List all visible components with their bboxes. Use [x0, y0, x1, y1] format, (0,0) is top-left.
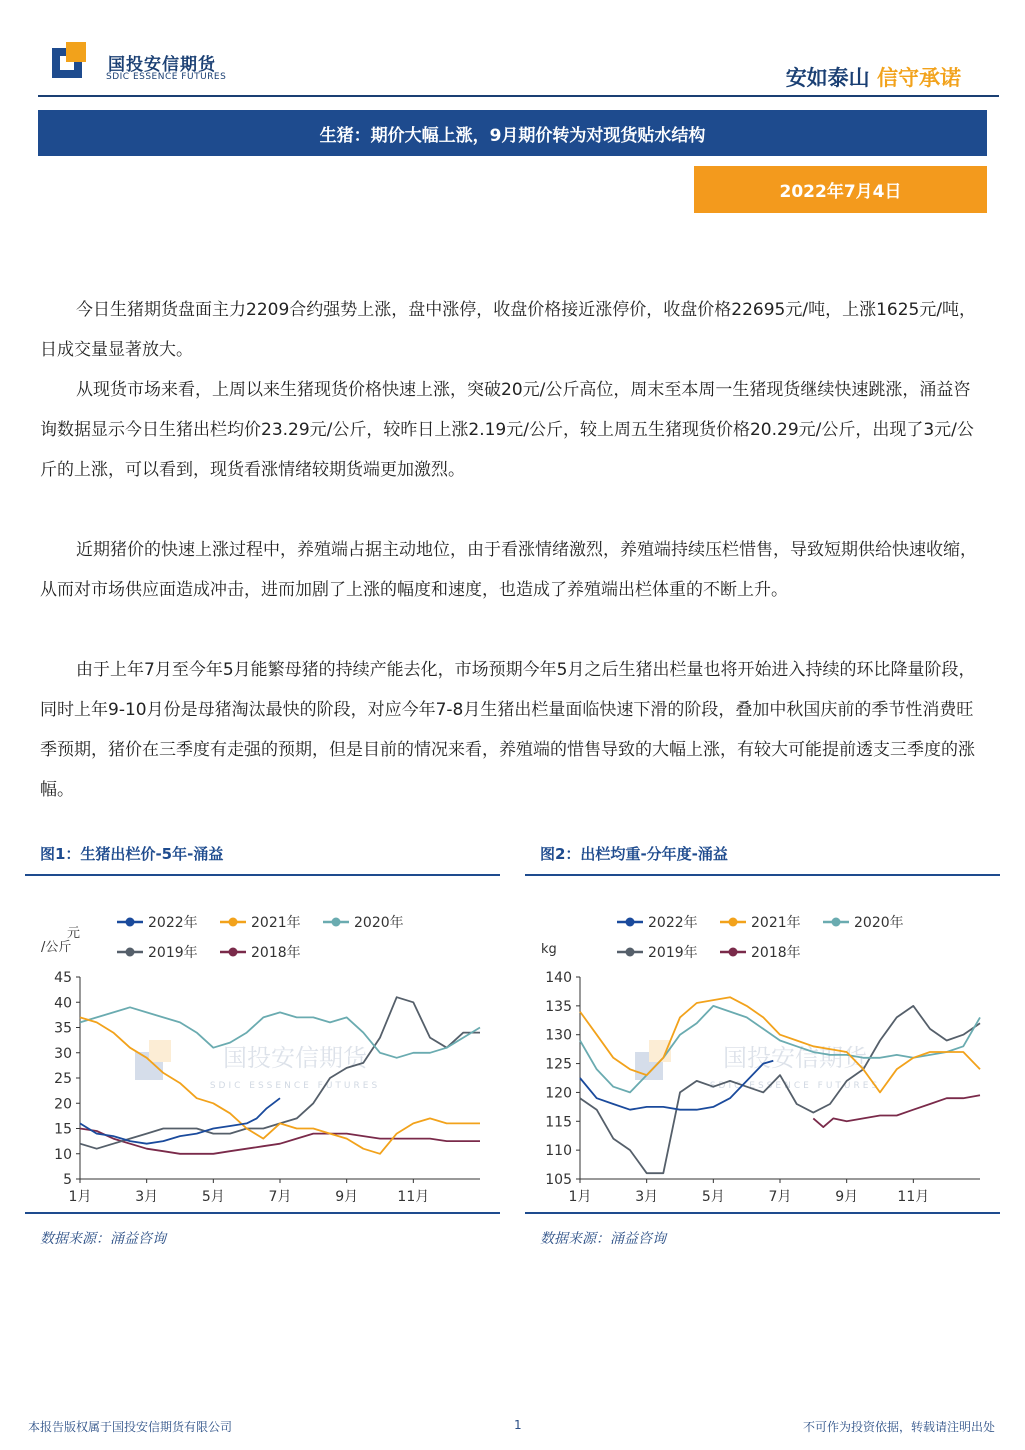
x-tick-label: 1月 — [568, 1189, 592, 1205]
y-tick-label: 20 — [54, 1096, 72, 1113]
x-tick-label: 5月 — [201, 1189, 225, 1205]
y-axis-unit-label: 元 — [67, 926, 81, 941]
y-tick-label: 120 — [545, 1085, 572, 1102]
company-logo-icon — [52, 42, 100, 82]
legend-item-2021年 — [720, 914, 801, 931]
figure-1-chart — [25, 900, 497, 1208]
y-tick-label: 140 — [545, 970, 572, 986]
y-tick-label: 110 — [545, 1143, 572, 1160]
y-tick-label: 25 — [54, 1071, 72, 1087]
x-tick-label: 9月 — [835, 1189, 859, 1205]
y-tick-label: 35 — [54, 1020, 72, 1037]
figure-2-top-rule — [525, 874, 1000, 876]
legend-item-2022年 — [117, 914, 198, 931]
slogan-part-b: 信守承诺 — [877, 66, 961, 90]
x-tick-label: 7月 — [768, 1189, 792, 1205]
legend-item-2019年 — [617, 944, 698, 961]
y-tick-label: 125 — [545, 1056, 572, 1073]
y-tick-label: 30 — [54, 1045, 72, 1062]
watermark-text-cn: 国投安信期货 — [223, 1044, 367, 1072]
figure-2-title: 图2：出栏均重-分年度-涌益 — [540, 845, 728, 863]
series-line-2018年 — [80, 1129, 480, 1154]
y-tick-label: 115 — [545, 1114, 572, 1131]
watermark-logo-icon — [635, 1040, 671, 1080]
report-title: 生猪：期价大幅上涨，9月期价转为对现货贴水结构 — [38, 110, 987, 156]
chart-2-svg — [525, 900, 997, 1208]
x-tick-label: 3月 — [635, 1189, 659, 1205]
figure-2-chart — [525, 900, 997, 1208]
figure-2-bottom-rule — [525, 1212, 1000, 1214]
y-axis-unit-label: kg — [541, 942, 557, 957]
x-tick-label: 9月 — [335, 1189, 359, 1205]
paragraph-3: 近期猪价的快速上涨过程中，养殖端占据主动地位，由于看涨情绪激烈，养殖端持续压栏惜售，导致短期供给快速收缩，从而对市场供应面造成冲击，进而加剧了上涨的幅度和速度，也造成了养殖端出栏体重的不断上升。 — [40, 540, 977, 600]
logo-text-en: SDIC ESSENCE FUTURES — [106, 72, 227, 82]
paragraph-2: 从现货市场来看，上周以来生猪现货价格快速上涨，突破20元/公斤高位，周末至本周一生猪现货继续快速跳涨，涌益咨询数据显示今日生猪出栏均价23.29元/公斤，较昨日上涨2.19元/公斤，较上周五生猪现货价格20.29元/公斤，出现了3元/公斤的上涨，可以看到，现货看涨情绪较期货端更加激烈。 — [40, 380, 974, 480]
x-tick-label: 1月 — [68, 1189, 92, 1205]
legend-label: 2020年 — [854, 915, 904, 931]
legend-label: 2022年 — [148, 915, 198, 931]
watermark-text-cn: 国投安信期货 — [723, 1044, 867, 1072]
legend-label: 2018年 — [251, 945, 301, 961]
legend-label: 2018年 — [751, 945, 801, 961]
legend-label: 2019年 — [648, 945, 698, 961]
y-tick-label: 10 — [54, 1146, 72, 1163]
y-axis-unit-label: /公斤 — [41, 940, 72, 955]
legend-item-2021年 — [220, 914, 301, 931]
y-tick-label: 135 — [545, 998, 572, 1015]
legend-label: 2021年 — [751, 915, 801, 931]
y-tick-label: 130 — [545, 1027, 572, 1044]
figure-1-bottom-rule — [25, 1212, 500, 1214]
chart-1-svg — [25, 900, 497, 1208]
figure-1-title: 图1：生猪出栏价-5年-涌益 — [40, 845, 224, 863]
legend-item-2020年 — [323, 914, 404, 931]
series-line-2018年 — [813, 1095, 980, 1127]
legend-label: 2022年 — [648, 915, 698, 931]
figure-2-source: 数据来源：涌益咨询 — [540, 1231, 666, 1247]
legend-item-2020年 — [823, 914, 904, 931]
watermark-text-en: SDIC ESSENCE FUTURES — [709, 1081, 881, 1091]
footer-page-number: 1 — [514, 1418, 522, 1432]
y-tick-label: 45 — [54, 970, 72, 986]
y-tick-label: 105 — [545, 1172, 572, 1188]
legend-label: 2019年 — [148, 945, 198, 961]
y-tick-label: 5 — [63, 1172, 72, 1188]
y-tick-label: 40 — [54, 995, 72, 1012]
x-tick-label: 11月 — [897, 1189, 930, 1205]
x-tick-label: 7月 — [268, 1189, 292, 1205]
x-tick-label: 5月 — [701, 1189, 725, 1205]
legend-label: 2020年 — [354, 915, 404, 931]
report-date: 2022年7月4日 — [694, 166, 987, 213]
slogan-part-a: 安如泰山 — [785, 66, 870, 90]
footer-copyright: 本报告版权属于国投安信期货有限公司 — [28, 1420, 233, 1434]
legend-label: 2021年 — [251, 915, 301, 931]
header-divider — [38, 95, 999, 97]
legend-item-2019年 — [117, 944, 198, 961]
watermark-text-en: SDIC ESSENCE FUTURES — [209, 1081, 381, 1091]
legend-item-2018年 — [220, 944, 301, 961]
x-tick-label: 11月 — [397, 1189, 430, 1205]
figure-1-top-rule — [25, 874, 500, 876]
legend-item-2022年 — [617, 914, 698, 931]
figure-1-source: 数据来源：涌益咨询 — [40, 1231, 166, 1247]
footer-disclaimer: 不可作为投资依据，转载请注明出处 — [802, 1420, 995, 1434]
logo-text-cn: 国投安信期货 — [108, 55, 216, 75]
slogan — [786, 62, 961, 92]
y-tick-label: 15 — [54, 1121, 72, 1138]
paragraph-4: 由于上年7月至今年5月能繁母猪的持续产能去化，市场预期今年5月之后生猪出栏量也将开始进入持续的环比降量阶段，同时上年9-10月份是母猪淘汰最快的阶段，对应今年7-8月生猪出栏量面临快速下滑的阶段，叠加中秋国庆前的季节性消费旺季预期，猪价在三季度有走强的预期，但是目前的情况来看，养殖端的惜售导致的大幅上涨，有较大可能提前透支三季度的涨幅。 — [40, 660, 976, 800]
legend-item-2018年 — [720, 944, 801, 961]
paragraph-1: 今日生猪期货盘面主力2209合约强势上涨，盘中涨停，收盘价格接近涨停价，收盘价格22695元/吨，上涨1625元/吨，日成交量显著放大。 — [40, 300, 977, 360]
x-tick-label: 3月 — [135, 1189, 159, 1205]
